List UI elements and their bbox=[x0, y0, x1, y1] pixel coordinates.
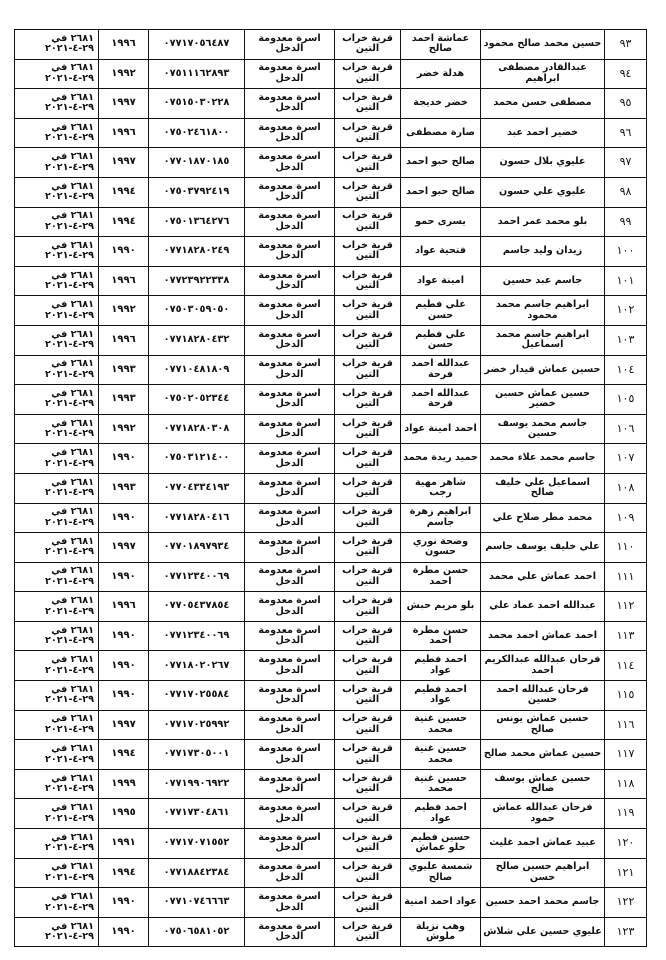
reference-cell: ٢٦٨١ في ٢٩-٤-٢٠٢١ bbox=[15, 266, 99, 296]
reference-cell: ٢٦٨١ في ٢٩-٤-٢٠٢١ bbox=[15, 710, 99, 740]
reference-cell: ٢٦٨١ في ٢٩-٤-٢٠٢١ bbox=[15, 533, 99, 563]
village-cell: قرية خراب التين bbox=[335, 651, 401, 681]
row-number: ١٠٥ bbox=[605, 385, 647, 415]
mother-name-cell: صالح حبو احمد bbox=[401, 148, 481, 178]
row-number: ١١٨ bbox=[605, 769, 647, 799]
phone-cell: ٠٧٧١٠٤٨١٨٠٩ bbox=[149, 355, 245, 385]
full-name-cell: فرحان عبدالله عبدالكريم احمد bbox=[481, 651, 605, 681]
table-row bbox=[15, 799, 647, 829]
village-cell: قرية خراب التين bbox=[335, 829, 401, 859]
birth-year-cell: ١٩٩٤ bbox=[99, 740, 149, 770]
row-number: ١١٣ bbox=[605, 621, 647, 651]
row-number: ٩٩ bbox=[605, 207, 647, 237]
phone-cell: ٠٧٧٢٣٩٢٢٣٣٨ bbox=[149, 266, 245, 296]
full-name-cell: عبدالله احمد عماد علي bbox=[481, 592, 605, 622]
row-number: ١٢١ bbox=[605, 858, 647, 888]
table-row bbox=[15, 740, 647, 770]
row-number: ١٠٤ bbox=[605, 355, 647, 385]
full-name-cell: عبيد عماش احمد غليث bbox=[481, 829, 605, 859]
mother-name-cell: عبدالله احمد فرحة bbox=[401, 385, 481, 415]
village-cell: قرية خراب التين bbox=[335, 355, 401, 385]
village-cell: قرية خراب التين bbox=[335, 533, 401, 563]
reference-cell: ٢٦٨١ في ٢٩-٤-٢٠٢١ bbox=[15, 503, 99, 533]
full-name-cell: علي خليف يوسف جاسم bbox=[481, 533, 605, 563]
mother-name-cell: احمد امينة عواد bbox=[401, 414, 481, 444]
reference-cell: ٢٦٨١ في ٢٩-٤-٢٠٢١ bbox=[15, 769, 99, 799]
mother-name-cell: بلو مريم حبش bbox=[401, 592, 481, 622]
birth-year-cell: ١٩٩٦ bbox=[99, 592, 149, 622]
status-cell: اسرة معدومة الدخل bbox=[245, 681, 335, 711]
phone-cell: ٠٧٧١٧٠٢٥٥٨٤ bbox=[149, 681, 245, 711]
reference-cell: ٢٦٨١ في ٢٩-٤-٢٠٢١ bbox=[15, 118, 99, 148]
reference-cell: ٢٦٨١ في ٢٩-٤-٢٠٢١ bbox=[15, 651, 99, 681]
village-cell: قرية خراب التين bbox=[335, 769, 401, 799]
names-table bbox=[14, 29, 647, 947]
birth-year-cell: ١٩٩٦ bbox=[99, 118, 149, 148]
mother-name-cell: احمد فطيم عواد bbox=[401, 681, 481, 711]
status-cell: اسرة معدومة الدخل bbox=[245, 799, 335, 829]
status-cell: اسرة معدومة الدخل bbox=[245, 177, 335, 207]
reference-cell: ٢٦٨١ في ٢٩-٤-٢٠٢١ bbox=[15, 829, 99, 859]
status-cell: اسرة معدومة الدخل bbox=[245, 444, 335, 474]
full-name-cell: احمد عماش علي محمد bbox=[481, 562, 605, 592]
reference-cell: ٢٦٨١ في ٢٩-٤-٢٠٢١ bbox=[15, 592, 99, 622]
village-cell: قرية خراب التين bbox=[335, 888, 401, 918]
phone-cell: ٠٧٧٠٥٤٣٧٨٥٤ bbox=[149, 592, 245, 622]
village-cell: قرية خراب التين bbox=[335, 148, 401, 178]
full-name-cell: جاسم محمد علاء محمد bbox=[481, 444, 605, 474]
birth-year-cell: ١٩٩٧ bbox=[99, 710, 149, 740]
phone-cell: ٠٧٧١٨٨٤٢٣٨٤ bbox=[149, 858, 245, 888]
table-row bbox=[15, 444, 647, 474]
reference-cell: ٢٦٨١ في ٢٩-٤-٢٠٢١ bbox=[15, 799, 99, 829]
reference-cell: ٢٦٨١ في ٢٩-٤-٢٠٢١ bbox=[15, 917, 99, 947]
village-cell: قرية خراب التين bbox=[335, 207, 401, 237]
full-name-cell: زيدان وليد جاسم bbox=[481, 237, 605, 267]
birth-year-cell: ١٩٩٢ bbox=[99, 59, 149, 89]
status-cell: اسرة معدومة الدخل bbox=[245, 592, 335, 622]
status-cell: اسرة معدومة الدخل bbox=[245, 266, 335, 296]
mother-name-cell: حميد ريدة محمد bbox=[401, 444, 481, 474]
full-name-cell: فرحان عبدالله احمد حسين bbox=[481, 681, 605, 711]
status-cell: اسرة معدومة الدخل bbox=[245, 325, 335, 355]
status-cell: اسرة معدومة الدخل bbox=[245, 888, 335, 918]
reference-cell: ٢٦٨١ في ٢٩-٤-٢٠٢١ bbox=[15, 355, 99, 385]
row-number: ١٠٠ bbox=[605, 237, 647, 267]
phone-cell: ٠٧٧١٧٠٧١٥٥٢ bbox=[149, 829, 245, 859]
row-number: ١١٦ bbox=[605, 710, 647, 740]
status-cell: اسرة معدومة الدخل bbox=[245, 858, 335, 888]
phone-cell: ٠٧٥٠٢٠٥٢٣٤٤ bbox=[149, 385, 245, 415]
mother-name-cell: علي فطيم حسن bbox=[401, 296, 481, 326]
status-cell: اسرة معدومة الدخل bbox=[245, 651, 335, 681]
row-number: ١١٩ bbox=[605, 799, 647, 829]
birth-year-cell: ١٩٩٥ bbox=[99, 799, 149, 829]
full-name-cell: خضير احمد عبد bbox=[481, 118, 605, 148]
table-row bbox=[15, 148, 647, 178]
village-cell: قرية خراب التين bbox=[335, 118, 401, 148]
table-row bbox=[15, 207, 647, 237]
full-name-cell: اسماعيل علي خليف صالح bbox=[481, 473, 605, 503]
reference-cell: ٢٦٨١ في ٢٩-٤-٢٠٢١ bbox=[15, 621, 99, 651]
reference-cell: ٢٦٨١ في ٢٩-٤-٢٠٢١ bbox=[15, 148, 99, 178]
mother-name-cell: هدلة خضر bbox=[401, 59, 481, 89]
birth-year-cell: ١٩٩٣ bbox=[99, 473, 149, 503]
reference-cell: ٢٦٨١ في ٢٩-٤-٢٠٢١ bbox=[15, 681, 99, 711]
reference-cell: ٢٦٨١ في ٢٩-٤-٢٠٢١ bbox=[15, 177, 99, 207]
reference-cell: ٢٦٨١ في ٢٩-٤-٢٠٢١ bbox=[15, 858, 99, 888]
village-cell: قرية خراب التين bbox=[335, 917, 401, 947]
reference-cell: ٢٦٨١ في ٢٩-٤-٢٠٢١ bbox=[15, 385, 99, 415]
phone-cell: ٠٧٥١١١٦٢٨٩٣ bbox=[149, 59, 245, 89]
row-number: ١٢٠ bbox=[605, 829, 647, 859]
full-name-cell: حسين عماش يونس صالح bbox=[481, 710, 605, 740]
village-cell: قرية خراب التين bbox=[335, 385, 401, 415]
village-cell: قرية خراب التين bbox=[335, 473, 401, 503]
birth-year-cell: ١٩٩٠ bbox=[99, 681, 149, 711]
status-cell: اسرة معدومة الدخل bbox=[245, 533, 335, 563]
village-cell: قرية خراب التين bbox=[335, 325, 401, 355]
row-number: ٩٥ bbox=[605, 89, 647, 119]
reference-cell: ٢٦٨١ في ٢٩-٤-٢٠٢١ bbox=[15, 888, 99, 918]
birth-year-cell: ١٩٩٦ bbox=[99, 266, 149, 296]
table-row bbox=[15, 296, 647, 326]
table-row bbox=[15, 325, 647, 355]
table-row bbox=[15, 355, 647, 385]
village-cell: قرية خراب التين bbox=[335, 681, 401, 711]
birth-year-cell: ١٩٩٠ bbox=[99, 444, 149, 474]
table-row bbox=[15, 177, 647, 207]
mother-name-cell: حسين غنية محمد bbox=[401, 740, 481, 770]
phone-cell: ٠٧٥١٥٠٣٠٢٢٨ bbox=[149, 89, 245, 119]
row-number: ١٠٢ bbox=[605, 296, 647, 326]
table-row bbox=[15, 414, 647, 444]
phone-cell: ٠٧٧١٨٢٨٠٤١٦ bbox=[149, 503, 245, 533]
mother-name-cell: عماشة احمد صالح bbox=[401, 30, 481, 60]
full-name-cell: حسين عماش يوسف صالح bbox=[481, 769, 605, 799]
status-cell: اسرة معدومة الدخل bbox=[245, 740, 335, 770]
phone-cell: ٠٧٧١٧٠٢٥٩٩٢ bbox=[149, 710, 245, 740]
birth-year-cell: ١٩٩٣ bbox=[99, 385, 149, 415]
status-cell: اسرة معدومة الدخل bbox=[245, 355, 335, 385]
mother-name-cell: فتحية عواد bbox=[401, 237, 481, 267]
birth-year-cell: ١٩٩٠ bbox=[99, 651, 149, 681]
village-cell: قرية خراب التين bbox=[335, 562, 401, 592]
row-number: ١١٤ bbox=[605, 651, 647, 681]
birth-year-cell: ١٩٩٧ bbox=[99, 148, 149, 178]
row-number: ٩٨ bbox=[605, 177, 647, 207]
village-cell: قرية خراب التين bbox=[335, 30, 401, 60]
birth-year-cell: ١٩٩٦ bbox=[99, 30, 149, 60]
row-number: ١٢٣ bbox=[605, 917, 647, 947]
status-cell: اسرة معدومة الدخل bbox=[245, 148, 335, 178]
table-row bbox=[15, 118, 647, 148]
village-cell: قرية خراب التين bbox=[335, 503, 401, 533]
mother-name-cell: شمسة عليوي صالح bbox=[401, 858, 481, 888]
reference-cell: ٢٦٨١ في ٢٩-٤-٢٠٢١ bbox=[15, 444, 99, 474]
status-cell: اسرة معدومة الدخل bbox=[245, 89, 335, 119]
table-row bbox=[15, 888, 647, 918]
full-name-cell: حسين محمد صالح محمود bbox=[481, 30, 605, 60]
mother-name-cell: حسين غنية محمد bbox=[401, 710, 481, 740]
table-row bbox=[15, 237, 647, 267]
row-number: ١٠٩ bbox=[605, 503, 647, 533]
table-row bbox=[15, 621, 647, 651]
birth-year-cell: ١٩٩٠ bbox=[99, 888, 149, 918]
phone-cell: ٠٧٥٠١٣٦٤٢٧٦ bbox=[149, 207, 245, 237]
full-name-cell: حسين عماش حسين خضير bbox=[481, 385, 605, 415]
phone-cell: ٠٧٥٠٣١٢١٤٠٠ bbox=[149, 444, 245, 474]
village-cell: قرية خراب التين bbox=[335, 799, 401, 829]
status-cell: اسرة معدومة الدخل bbox=[245, 207, 335, 237]
phone-cell: ٠٧٧١٠٧٤٦٦٦٣ bbox=[149, 888, 245, 918]
birth-year-cell: ١٩٩٤ bbox=[99, 858, 149, 888]
phone-cell: ٠٧٧١٨٠٢٠٢٦٧ bbox=[149, 651, 245, 681]
table-row bbox=[15, 59, 647, 89]
table-row bbox=[15, 769, 647, 799]
status-cell: اسرة معدومة الدخل bbox=[245, 473, 335, 503]
birth-year-cell: ١٩٩٧ bbox=[99, 533, 149, 563]
phone-cell: ٠٧٧١٢٣٤٠٠٦٩ bbox=[149, 621, 245, 651]
status-cell: اسرة معدومة الدخل bbox=[245, 710, 335, 740]
status-cell: اسرة معدومة الدخل bbox=[245, 30, 335, 60]
status-cell: اسرة معدومة الدخل bbox=[245, 414, 335, 444]
status-cell: اسرة معدومة الدخل bbox=[245, 59, 335, 89]
birth-year-cell: ١٩٩٤ bbox=[99, 207, 149, 237]
table-row bbox=[15, 385, 647, 415]
reference-cell: ٢٦٨١ في ٢٩-٤-٢٠٢١ bbox=[15, 473, 99, 503]
status-cell: اسرة معدومة الدخل bbox=[245, 562, 335, 592]
mother-name-cell: يسرى حمو bbox=[401, 207, 481, 237]
table-row bbox=[15, 681, 647, 711]
reference-cell: ٢٦٨١ في ٢٩-٤-٢٠٢١ bbox=[15, 414, 99, 444]
row-number: ١١٢ bbox=[605, 592, 647, 622]
phone-cell: ٠٧٧١٩٩٠٦٩٢٢ bbox=[149, 769, 245, 799]
table-row bbox=[15, 266, 647, 296]
row-number: ٩٦ bbox=[605, 118, 647, 148]
reference-cell: ٢٦٨١ في ٢٩-٤-٢٠٢١ bbox=[15, 207, 99, 237]
full-name-cell: مصطفى حسن محمد bbox=[481, 89, 605, 119]
village-cell: قرية خراب التين bbox=[335, 237, 401, 267]
reference-cell: ٢٦٨١ في ٢٩-٤-٢٠٢١ bbox=[15, 30, 99, 60]
birth-year-cell: ١٩٩٠ bbox=[99, 917, 149, 947]
birth-year-cell: ١٩٩١ bbox=[99, 829, 149, 859]
mother-name-cell: امينة عواد bbox=[401, 266, 481, 296]
birth-year-cell: ١٩٩٢ bbox=[99, 414, 149, 444]
full-name-cell: ابراهيم حسين صالح حسن bbox=[481, 858, 605, 888]
village-cell: قرية خراب التين bbox=[335, 592, 401, 622]
phone-cell: ٠٧٥٠٣٧٩٢٤١٩ bbox=[149, 177, 245, 207]
birth-year-cell: ١٩٩٦ bbox=[99, 325, 149, 355]
status-cell: اسرة معدومة الدخل bbox=[245, 237, 335, 267]
mother-name-cell: حسن مطرة احمد bbox=[401, 562, 481, 592]
full-name-cell: فرحان عبدالله عماش حمود bbox=[481, 799, 605, 829]
phone-cell: ٠٧٧٠١٨٧٠١٨٥ bbox=[149, 148, 245, 178]
reference-cell: ٢٦٨١ في ٢٩-٤-٢٠٢١ bbox=[15, 237, 99, 267]
mother-name-cell: ابراهيم زهرة جاسم bbox=[401, 503, 481, 533]
village-cell: قرية خراب التين bbox=[335, 59, 401, 89]
mother-name-cell: عبدالله احمد فرحة bbox=[401, 355, 481, 385]
phone-cell: ٠٧٥٠٦٥٨١٠٥٢ bbox=[149, 917, 245, 947]
village-cell: قرية خراب التين bbox=[335, 621, 401, 651]
status-cell: اسرة معدومة الدخل bbox=[245, 917, 335, 947]
phone-cell: ٠٧٧١٧٠٥٦٤٨٧ bbox=[149, 30, 245, 60]
mother-name-cell: حسين فطيم حلو عماش bbox=[401, 829, 481, 859]
row-number: ١٠١ bbox=[605, 266, 647, 296]
birth-year-cell: ١٩٩٠ bbox=[99, 562, 149, 592]
table-row bbox=[15, 592, 647, 622]
phone-cell: ٠٧٧١٨٢٨٠٤٣٢ bbox=[149, 325, 245, 355]
reference-cell: ٢٦٨١ في ٢٩-٤-٢٠٢١ bbox=[15, 296, 99, 326]
row-number: ١٠٣ bbox=[605, 325, 647, 355]
mother-name-cell: صالح حبو احمد bbox=[401, 177, 481, 207]
mother-name-cell: عواد احمد امنية bbox=[401, 888, 481, 918]
row-number: ١١٥ bbox=[605, 681, 647, 711]
village-cell: قرية خراب التين bbox=[335, 444, 401, 474]
table-row bbox=[15, 829, 647, 859]
phone-cell: ٠٧٥٠٢٤٦١٨٠٠ bbox=[149, 118, 245, 148]
full-name-cell: ابراهيم جاسم محمد محمود bbox=[481, 296, 605, 326]
phone-cell: ٠٧٧١٧٣٠٤٨٦١ bbox=[149, 799, 245, 829]
table-row bbox=[15, 562, 647, 592]
table-row bbox=[15, 89, 647, 119]
status-cell: اسرة معدومة الدخل bbox=[245, 118, 335, 148]
mother-name-cell: خضر خديجة bbox=[401, 89, 481, 119]
birth-year-cell: ١٩٩٠ bbox=[99, 503, 149, 533]
birth-year-cell: ١٩٩٠ bbox=[99, 621, 149, 651]
full-name-cell: جاسم محمد يوسف حسين bbox=[481, 414, 605, 444]
full-name-cell: حسين عماش قيدار خضر bbox=[481, 355, 605, 385]
full-name-cell: جاسم محمد احمد حسين bbox=[481, 888, 605, 918]
full-name-cell: عليوي حسين علي شلاش bbox=[481, 917, 605, 947]
birth-year-cell: ١٩٩٠ bbox=[99, 237, 149, 267]
status-cell: اسرة معدومة الدخل bbox=[245, 503, 335, 533]
table-body bbox=[15, 30, 647, 947]
village-cell: قرية خراب التين bbox=[335, 858, 401, 888]
table-row bbox=[15, 473, 647, 503]
mother-name-cell: احمد فطيم عواد bbox=[401, 799, 481, 829]
birth-year-cell: ١٩٩٢ bbox=[99, 296, 149, 326]
reference-cell: ٢٦٨١ في ٢٩-٤-٢٠٢١ bbox=[15, 740, 99, 770]
mother-name-cell: حسين غنية محمد bbox=[401, 769, 481, 799]
row-number: ١٠٧ bbox=[605, 444, 647, 474]
status-cell: اسرة معدومة الدخل bbox=[245, 385, 335, 415]
phone-cell: ٠٧٧٠١٨٩٧٩٣٤ bbox=[149, 533, 245, 563]
full-name-cell: عليوي بلال حسون bbox=[481, 148, 605, 178]
reference-cell: ٢٦٨١ في ٢٩-٤-٢٠٢١ bbox=[15, 59, 99, 89]
mother-name-cell: صارة مصطفى bbox=[401, 118, 481, 148]
mother-name-cell: وهب نزيلة ملوش bbox=[401, 917, 481, 947]
names-table-sheet bbox=[14, 29, 646, 945]
full-name-cell: حسين عماش محمد صالح bbox=[481, 740, 605, 770]
reference-cell: ٢٦٨١ في ٢٩-٤-٢٠٢١ bbox=[15, 562, 99, 592]
status-cell: اسرة معدومة الدخل bbox=[245, 829, 335, 859]
village-cell: قرية خراب التين bbox=[335, 710, 401, 740]
status-cell: اسرة معدومة الدخل bbox=[245, 621, 335, 651]
phone-cell: ٠٧٧١٨٢٨٠٢٤٩ bbox=[149, 237, 245, 267]
status-cell: اسرة معدومة الدخل bbox=[245, 296, 335, 326]
mother-name-cell: شاهر مهية رجب bbox=[401, 473, 481, 503]
table-row bbox=[15, 858, 647, 888]
phone-cell: ٠٧٧٠٤٣٣٤١٩٣ bbox=[149, 473, 245, 503]
table-row bbox=[15, 533, 647, 563]
birth-year-cell: ١٩٩٣ bbox=[99, 355, 149, 385]
row-number: ٩٧ bbox=[605, 148, 647, 178]
row-number: ١١٠ bbox=[605, 533, 647, 563]
row-number: ١٢٢ bbox=[605, 888, 647, 918]
phone-cell: ٠٧٧١٢٣٤٠٠٦٩ bbox=[149, 562, 245, 592]
village-cell: قرية خراب التين bbox=[335, 177, 401, 207]
full-name-cell: عليوي علي حسون bbox=[481, 177, 605, 207]
full-name-cell: جاسم عبد حسين bbox=[481, 266, 605, 296]
row-number: ٩٣ bbox=[605, 30, 647, 60]
status-cell: اسرة معدومة الدخل bbox=[245, 769, 335, 799]
row-number: ١٠٨ bbox=[605, 473, 647, 503]
reference-cell: ٢٦٨١ في ٢٩-٤-٢٠٢١ bbox=[15, 325, 99, 355]
row-number: ١١١ bbox=[605, 562, 647, 592]
birth-year-cell: ١٩٩٧ bbox=[99, 89, 149, 119]
table-row bbox=[15, 917, 647, 947]
phone-cell: ٠٧٧١٨٢٨٠٣٠٨ bbox=[149, 414, 245, 444]
row-number: ١١٧ bbox=[605, 740, 647, 770]
mother-name-cell: حسن مطرة احمد bbox=[401, 621, 481, 651]
village-cell: قرية خراب التين bbox=[335, 296, 401, 326]
table-row bbox=[15, 503, 647, 533]
village-cell: قرية خراب التين bbox=[335, 266, 401, 296]
phone-cell: ٠٧٥٠٣٠٥٩٠٥٠ bbox=[149, 296, 245, 326]
reference-cell: ٢٦٨١ في ٢٩-٤-٢٠٢١ bbox=[15, 89, 99, 119]
table-row bbox=[15, 30, 647, 60]
table-row bbox=[15, 651, 647, 681]
full-name-cell: بلو محمد عمر احمد bbox=[481, 207, 605, 237]
mother-name-cell: احمد فطيم عواد bbox=[401, 651, 481, 681]
full-name-cell: عبدالقادر مصطفى ابراهيم bbox=[481, 59, 605, 89]
birth-year-cell: ١٩٩٩ bbox=[99, 769, 149, 799]
table-row bbox=[15, 710, 647, 740]
full-name-cell: ابراهيم جاسم محمد اسماعيل bbox=[481, 325, 605, 355]
phone-cell: ٠٧٧١٧٣٠٥٠٠١ bbox=[149, 740, 245, 770]
mother-name-cell: علي فطيم حسن bbox=[401, 325, 481, 355]
village-cell: قرية خراب التين bbox=[335, 89, 401, 119]
birth-year-cell: ١٩٩٤ bbox=[99, 177, 149, 207]
row-number: ١٠٦ bbox=[605, 414, 647, 444]
mother-name-cell: وضحة نوري حسون bbox=[401, 533, 481, 563]
village-cell: قرية خراب التين bbox=[335, 414, 401, 444]
full-name-cell: احمد عماش احمد محمد bbox=[481, 621, 605, 651]
full-name-cell: محمد مطر صلاح علي bbox=[481, 503, 605, 533]
row-number: ٩٤ bbox=[605, 59, 647, 89]
village-cell: قرية خراب التين bbox=[335, 740, 401, 770]
